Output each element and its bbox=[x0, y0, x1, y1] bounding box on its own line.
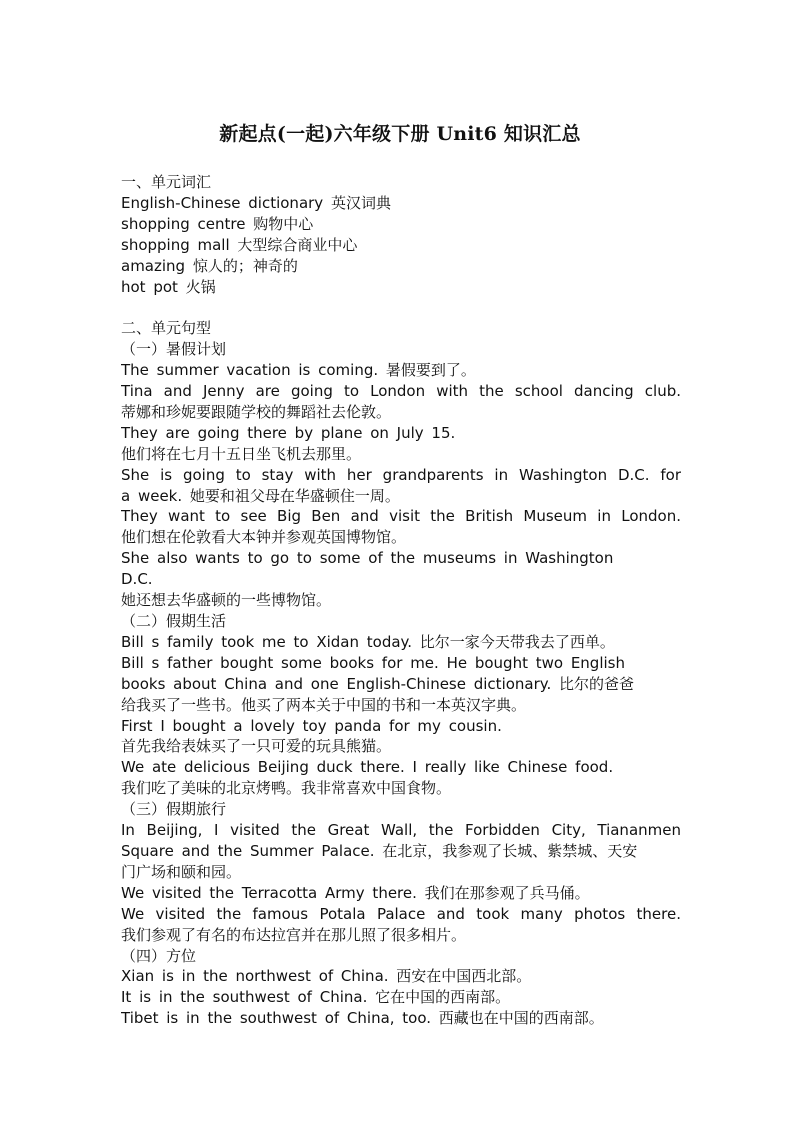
subsection-heading-vacation-travel: （三）假期旅行 bbox=[121, 800, 227, 819]
document-body bbox=[121, 172, 681, 1029]
sentence-line: Bill s father bought some books for me. He bought two English bbox=[121, 653, 625, 672]
vocab-line: hot pot 火锅 bbox=[121, 277, 216, 296]
sentence-line: books about China and one English-Chinese dictionary. 比尔的爸爸 bbox=[121, 674, 635, 693]
sentence-line: 门广场和颐和园。 bbox=[121, 862, 242, 881]
vocab-line: shopping centre 购物中心 bbox=[121, 214, 314, 233]
vocab-line: English-Chinese dictionary 英汉词典 bbox=[121, 193, 391, 212]
section-heading-vocabulary: 一、单元词汇 bbox=[121, 173, 212, 191]
sentence-line: We ate delicious Beijing duck there. I really like Chinese food. bbox=[121, 758, 614, 777]
blank-line bbox=[121, 297, 681, 318]
sentence-line: We visited the Terracotta Army there. 我们在那参观了兵马俑。 bbox=[121, 883, 590, 902]
sentence-line: In Beijing, I visited the Great Wall, the Forbidden City, Tiananmen bbox=[121, 821, 681, 840]
sentence-line: They want to see Big Ben and visit the British Museum in London. bbox=[121, 507, 681, 526]
subsection-heading-summer-plan: （一）暑假计划 bbox=[121, 340, 227, 359]
sentence-line: Tibet is in the southwest of China, too. 西藏也在中国的西南部。 bbox=[121, 1009, 604, 1028]
sentence-line: Xian is in the northwest of China. 西安在中国西北部。 bbox=[121, 967, 532, 986]
sentence-line: She is going to stay with her grandparents in Washington D.C. for bbox=[121, 465, 681, 484]
sentence-line: 他们将在七月十五日坐飞机去那里。 bbox=[121, 444, 362, 463]
sentence-line: First I bought a lovely toy panda for my cousin. bbox=[121, 716, 502, 735]
sentence-line: 给我买了一些书。他买了两本关于中国的书和一本英汉字典。 bbox=[121, 695, 527, 714]
page-title: 新起点(一起)六年级下册 Unit6 知识汇总 bbox=[219, 123, 581, 145]
sentence-line: D.C. bbox=[121, 570, 153, 589]
sentence-line: 首先我给表妹买了一只可爱的玩具熊猫。 bbox=[121, 737, 392, 756]
sentence-line: 他们想在伦敦看大本钟并参观英国博物馆。 bbox=[121, 528, 407, 547]
sentence-line: They are going there by plane on July 15. bbox=[121, 423, 456, 442]
sentence-line: She also wants to go to some of the museums in Washington bbox=[121, 549, 614, 568]
sentence-line: The summer vacation is coming. 暑假要到了。 bbox=[121, 361, 476, 380]
sentence-line: Square and the Summer Palace. 在北京，我参观了长城、紫禁城、天安 bbox=[121, 841, 638, 860]
sentence-line: 我们参观了有名的布达拉宫并在那儿照了很多相片。 bbox=[121, 925, 467, 944]
sentence-line: We visited the famous Potala Palace and took many photos there. bbox=[121, 904, 681, 923]
sentence-line: Tina and Jenny are going to London with the school dancing club. bbox=[121, 382, 681, 401]
section-heading-sentences: 二、单元句型 bbox=[121, 319, 212, 338]
vocab-line: shopping mall 大型综合商业中心 bbox=[121, 235, 358, 254]
sentence-line: It is in the southwest of China. 它在中国的西南部。 bbox=[121, 988, 511, 1007]
subsection-heading-vacation-life: （二）假期生活 bbox=[121, 612, 227, 631]
subsection-heading-directions: （四）方位 bbox=[121, 946, 197, 965]
sentence-line: 我们吃了美味的北京烤鸭。我非常喜欢中国食物。 bbox=[121, 779, 452, 798]
sentence-line: 蒂娜和珍妮要跟随学校的舞蹈社去伦敦。 bbox=[121, 402, 392, 421]
sentence-line: 她还想去华盛顿的一些博物馆。 bbox=[121, 591, 332, 610]
vocab-line: amazing 惊人的；神奇的 bbox=[121, 256, 298, 275]
sentence-line: Bill s family took me to Xidan today. 比尔一家今天带我去了西单。 bbox=[121, 632, 615, 651]
sentence-line: a week. 她要和祖父母在华盛顿住一周。 bbox=[121, 486, 400, 505]
